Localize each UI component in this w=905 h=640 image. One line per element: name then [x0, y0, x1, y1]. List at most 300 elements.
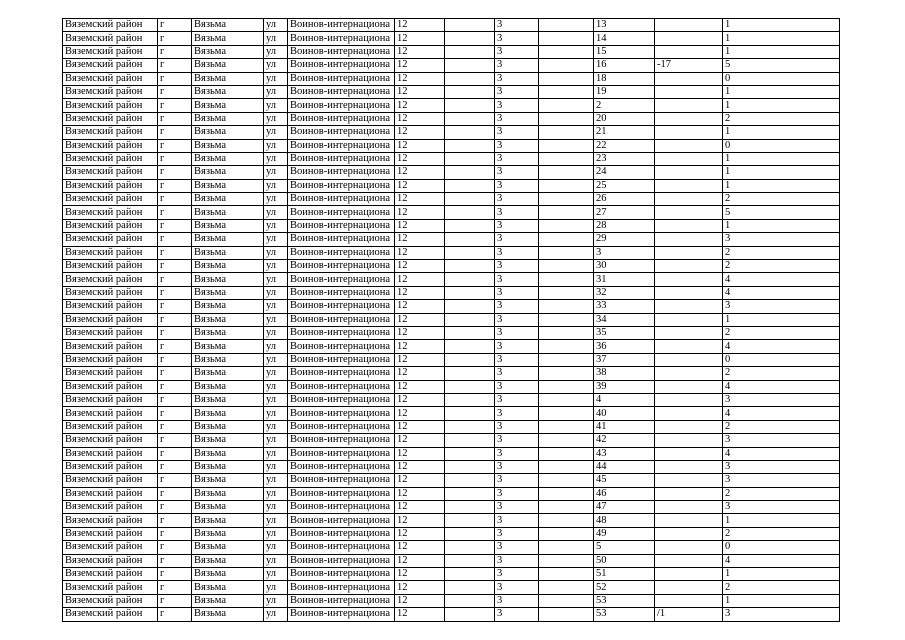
cell-col-7: 3 — [495, 326, 539, 339]
cell-col-8 — [539, 568, 594, 581]
table-row — [63, 313, 840, 326]
cell-apartment-suffix — [655, 326, 723, 339]
cell-col-8 — [539, 367, 594, 380]
cell-apartment: 19 — [594, 85, 655, 98]
cell-street-type: ул — [264, 554, 288, 567]
cell-building — [445, 273, 495, 286]
cell-house: 12 — [395, 340, 445, 353]
cell-apartment-suffix: /1 — [655, 608, 723, 621]
cell-street: Воинов-интернациона — [288, 112, 395, 125]
cell-col-7: 3 — [495, 340, 539, 353]
cell-count: 2 — [723, 487, 840, 500]
cell-street-type: ул — [264, 72, 288, 85]
cell-locality: Вязьма — [192, 487, 264, 500]
cell-apartment: 13 — [594, 19, 655, 32]
cell-district: Вяземский район — [63, 286, 158, 299]
cell-col-8 — [539, 420, 594, 433]
cell-house: 12 — [395, 326, 445, 339]
cell-locality: Вязьма — [192, 313, 264, 326]
cell-house: 12 — [395, 581, 445, 594]
cell-district: Вяземский район — [63, 581, 158, 594]
cell-count: 2 — [723, 260, 840, 273]
table-row — [63, 126, 840, 139]
table-row — [63, 166, 840, 179]
cell-district: Вяземский район — [63, 233, 158, 246]
cell-district: Вяземский район — [63, 407, 158, 420]
cell-locality-type: г — [158, 112, 192, 125]
cell-street: Воинов-интернациона — [288, 568, 395, 581]
cell-locality: Вязьма — [192, 99, 264, 112]
cell-apartment: 52 — [594, 581, 655, 594]
cell-street: Воинов-интернациона — [288, 19, 395, 32]
cell-locality: Вязьма — [192, 353, 264, 366]
cell-district: Вяземский район — [63, 112, 158, 125]
cell-locality-type: г — [158, 420, 192, 433]
cell-locality-type: г — [158, 554, 192, 567]
cell-locality: Вязьма — [192, 434, 264, 447]
cell-street-type: ул — [264, 514, 288, 527]
cell-locality: Вязьма — [192, 206, 264, 219]
cell-district: Вяземский район — [63, 179, 158, 192]
cell-street-type: ул — [264, 474, 288, 487]
table-row — [63, 179, 840, 192]
cell-count: 1 — [723, 152, 840, 165]
cell-street: Воинов-интернациона — [288, 32, 395, 45]
cell-district: Вяземский район — [63, 32, 158, 45]
cell-col-7: 3 — [495, 407, 539, 420]
cell-apartment: 49 — [594, 527, 655, 540]
cell-count: 4 — [723, 407, 840, 420]
cell-street-type: ул — [264, 273, 288, 286]
cell-apartment: 34 — [594, 313, 655, 326]
cell-col-8 — [539, 447, 594, 460]
cell-street: Воинов-интернациона — [288, 300, 395, 313]
table-row — [63, 434, 840, 447]
cell-district: Вяземский район — [63, 380, 158, 393]
cell-apartment: 35 — [594, 326, 655, 339]
cell-district: Вяземский район — [63, 193, 158, 206]
cell-street: Воинов-интернациона — [288, 152, 395, 165]
cell-district: Вяземский район — [63, 434, 158, 447]
cell-building — [445, 340, 495, 353]
cell-street-type: ул — [264, 313, 288, 326]
cell-apartment: 4 — [594, 393, 655, 406]
cell-building — [445, 541, 495, 554]
cell-count: 1 — [723, 19, 840, 32]
cell-district: Вяземский район — [63, 527, 158, 540]
cell-apartment-suffix — [655, 554, 723, 567]
cell-street: Воинов-интернациона — [288, 45, 395, 58]
cell-apartment-suffix — [655, 45, 723, 58]
cell-locality-type: г — [158, 166, 192, 179]
cell-locality: Вязьма — [192, 32, 264, 45]
cell-apartment-suffix — [655, 447, 723, 460]
cell-locality: Вязьма — [192, 393, 264, 406]
cell-street: Воинов-интернациона — [288, 126, 395, 139]
cell-count: 1 — [723, 313, 840, 326]
cell-building — [445, 32, 495, 45]
cell-col-8 — [539, 501, 594, 514]
cell-col-8 — [539, 286, 594, 299]
cell-apartment: 2 — [594, 99, 655, 112]
cell-house: 12 — [395, 32, 445, 45]
cell-building — [445, 152, 495, 165]
cell-col-7: 3 — [495, 112, 539, 125]
cell-building — [445, 206, 495, 219]
cell-street-type: ул — [264, 126, 288, 139]
cell-street-type: ул — [264, 233, 288, 246]
cell-locality: Вязьма — [192, 72, 264, 85]
cell-district: Вяземский район — [63, 541, 158, 554]
cell-house: 12 — [395, 554, 445, 567]
cell-street-type: ул — [264, 393, 288, 406]
cell-house: 12 — [395, 45, 445, 58]
cell-apartment: 18 — [594, 72, 655, 85]
cell-apartment: 36 — [594, 340, 655, 353]
table-row — [63, 353, 840, 366]
cell-apartment-suffix — [655, 407, 723, 420]
cell-col-8 — [539, 99, 594, 112]
cell-house: 12 — [395, 219, 445, 232]
cell-col-7: 3 — [495, 447, 539, 460]
cell-house: 12 — [395, 353, 445, 366]
cell-locality: Вязьма — [192, 273, 264, 286]
cell-col-7: 3 — [495, 434, 539, 447]
cell-street-type: ул — [264, 193, 288, 206]
cell-district: Вяземский район — [63, 487, 158, 500]
cell-locality: Вязьма — [192, 19, 264, 32]
cell-district: Вяземский район — [63, 246, 158, 259]
cell-apartment-suffix — [655, 380, 723, 393]
cell-apartment-suffix — [655, 139, 723, 152]
cell-building — [445, 59, 495, 72]
cell-building — [445, 554, 495, 567]
cell-building — [445, 420, 495, 433]
cell-count: 1 — [723, 514, 840, 527]
cell-count: 5 — [723, 59, 840, 72]
cell-building — [445, 487, 495, 500]
cell-house: 12 — [395, 501, 445, 514]
cell-count: 4 — [723, 340, 840, 353]
cell-house: 12 — [395, 72, 445, 85]
cell-apartment-suffix — [655, 219, 723, 232]
cell-apartment-suffix — [655, 19, 723, 32]
cell-apartment-suffix — [655, 460, 723, 473]
cell-house: 12 — [395, 407, 445, 420]
cell-col-8 — [539, 139, 594, 152]
cell-col-8 — [539, 300, 594, 313]
cell-street-type: ул — [264, 581, 288, 594]
cell-apartment-suffix — [655, 206, 723, 219]
table-row — [63, 273, 840, 286]
cell-street: Воинов-интернациона — [288, 527, 395, 540]
cell-locality: Вязьма — [192, 152, 264, 165]
cell-apartment: 26 — [594, 193, 655, 206]
cell-apartment-suffix — [655, 594, 723, 607]
cell-col-7: 3 — [495, 313, 539, 326]
cell-col-8 — [539, 527, 594, 540]
cell-street-type: ул — [264, 112, 288, 125]
cell-house: 12 — [395, 527, 445, 540]
cell-col-8 — [539, 594, 594, 607]
cell-district: Вяземский район — [63, 353, 158, 366]
cell-street-type: ул — [264, 380, 288, 393]
cell-col-7: 3 — [495, 32, 539, 45]
cell-locality-type: г — [158, 568, 192, 581]
cell-district: Вяземский район — [63, 273, 158, 286]
cell-locality: Вязьма — [192, 608, 264, 621]
table-row — [63, 420, 840, 433]
cell-district: Вяземский район — [63, 59, 158, 72]
cell-district: Вяземский район — [63, 554, 158, 567]
cell-street-type: ул — [264, 206, 288, 219]
cell-street-type: ул — [264, 85, 288, 98]
cell-apartment-suffix — [655, 300, 723, 313]
cell-locality-type: г — [158, 608, 192, 621]
cell-street-type: ул — [264, 260, 288, 273]
cell-house: 12 — [395, 85, 445, 98]
cell-house: 12 — [395, 179, 445, 192]
cell-building — [445, 85, 495, 98]
cell-house: 12 — [395, 608, 445, 621]
cell-apartment: 22 — [594, 139, 655, 152]
table-row — [63, 554, 840, 567]
cell-building — [445, 353, 495, 366]
cell-locality: Вязьма — [192, 139, 264, 152]
cell-building — [445, 474, 495, 487]
cell-col-8 — [539, 434, 594, 447]
cell-locality: Вязьма — [192, 45, 264, 58]
cell-apartment: 5 — [594, 541, 655, 554]
table-row — [63, 501, 840, 514]
cell-count: 3 — [723, 434, 840, 447]
cell-street: Воинов-интернациона — [288, 367, 395, 380]
cell-col-8 — [539, 554, 594, 567]
table-row — [63, 206, 840, 219]
cell-street: Воинов-интернациона — [288, 273, 395, 286]
cell-apartment: 30 — [594, 260, 655, 273]
cell-building — [445, 434, 495, 447]
cell-col-7: 3 — [495, 126, 539, 139]
cell-apartment: 39 — [594, 380, 655, 393]
cell-apartment-suffix — [655, 367, 723, 380]
cell-street-type: ул — [264, 501, 288, 514]
cell-locality-type: г — [158, 367, 192, 380]
cell-street: Воинов-интернациона — [288, 72, 395, 85]
cell-locality-type: г — [158, 99, 192, 112]
cell-building — [445, 126, 495, 139]
cell-count: 4 — [723, 380, 840, 393]
cell-locality: Вязьма — [192, 179, 264, 192]
cell-locality-type: г — [158, 527, 192, 540]
cell-house: 12 — [395, 19, 445, 32]
cell-locality-type: г — [158, 19, 192, 32]
cell-street-type: ул — [264, 407, 288, 420]
cell-locality-type: г — [158, 514, 192, 527]
cell-district: Вяземский район — [63, 313, 158, 326]
cell-col-7: 3 — [495, 367, 539, 380]
cell-street: Воинов-интернациона — [288, 447, 395, 460]
cell-building — [445, 219, 495, 232]
cell-district: Вяземский район — [63, 420, 158, 433]
cell-col-7: 3 — [495, 581, 539, 594]
cell-apartment-suffix — [655, 32, 723, 45]
cell-col-7: 3 — [495, 393, 539, 406]
cell-street: Воинов-интернациона — [288, 179, 395, 192]
address-table-body — [63, 19, 840, 622]
cell-apartment-suffix — [655, 353, 723, 366]
cell-col-8 — [539, 206, 594, 219]
cell-apartment-suffix: -17 — [655, 59, 723, 72]
cell-col-7: 3 — [495, 353, 539, 366]
cell-col-8 — [539, 85, 594, 98]
cell-apartment: 48 — [594, 514, 655, 527]
cell-col-8 — [539, 193, 594, 206]
cell-district: Вяземский район — [63, 460, 158, 473]
cell-house: 12 — [395, 99, 445, 112]
cell-building — [445, 367, 495, 380]
cell-apartment-suffix — [655, 72, 723, 85]
table-row — [63, 300, 840, 313]
cell-apartment-suffix — [655, 393, 723, 406]
cell-house: 12 — [395, 393, 445, 406]
cell-building — [445, 380, 495, 393]
cell-count: 1 — [723, 219, 840, 232]
cell-apartment: 42 — [594, 434, 655, 447]
cell-locality-type: г — [158, 434, 192, 447]
cell-locality: Вязьма — [192, 246, 264, 259]
cell-building — [445, 407, 495, 420]
cell-house: 12 — [395, 367, 445, 380]
cell-street-type: ул — [264, 434, 288, 447]
cell-district: Вяземский район — [63, 300, 158, 313]
cell-col-8 — [539, 581, 594, 594]
table-row — [63, 219, 840, 232]
cell-col-7: 3 — [495, 193, 539, 206]
cell-street-type: ул — [264, 420, 288, 433]
cell-building — [445, 326, 495, 339]
cell-col-8 — [539, 219, 594, 232]
cell-count: 0 — [723, 72, 840, 85]
cell-street: Воинов-интернациона — [288, 407, 395, 420]
cell-district: Вяземский район — [63, 326, 158, 339]
table-row — [63, 326, 840, 339]
cell-col-8 — [539, 514, 594, 527]
table-row — [63, 286, 840, 299]
cell-count: 0 — [723, 139, 840, 152]
cell-street: Воинов-интернациона — [288, 380, 395, 393]
cell-apartment: 47 — [594, 501, 655, 514]
cell-locality: Вязьма — [192, 126, 264, 139]
cell-building — [445, 527, 495, 540]
cell-building — [445, 286, 495, 299]
cell-locality-type: г — [158, 85, 192, 98]
cell-count: 1 — [723, 99, 840, 112]
cell-count: 2 — [723, 246, 840, 259]
cell-street: Воинов-интернациона — [288, 581, 395, 594]
cell-street-type: ул — [264, 179, 288, 192]
cell-street: Воинов-интернациона — [288, 353, 395, 366]
cell-street: Воинов-интернациона — [288, 420, 395, 433]
cell-locality: Вязьма — [192, 286, 264, 299]
cell-apartment: 37 — [594, 353, 655, 366]
cell-locality: Вязьма — [192, 380, 264, 393]
cell-apartment-suffix — [655, 166, 723, 179]
cell-col-8 — [539, 487, 594, 500]
table-row — [63, 45, 840, 58]
cell-col-7: 3 — [495, 541, 539, 554]
cell-house: 12 — [395, 487, 445, 500]
cell-district: Вяземский район — [63, 340, 158, 353]
cell-apartment: 16 — [594, 59, 655, 72]
cell-street-type: ул — [264, 447, 288, 460]
cell-building — [445, 260, 495, 273]
cell-count: 4 — [723, 554, 840, 567]
cell-district: Вяземский район — [63, 126, 158, 139]
cell-apartment: 53 — [594, 594, 655, 607]
cell-count: 4 — [723, 286, 840, 299]
table-row — [63, 380, 840, 393]
table-row — [63, 152, 840, 165]
cell-count: 1 — [723, 45, 840, 58]
cell-building — [445, 72, 495, 85]
cell-street-type: ул — [264, 460, 288, 473]
cell-street: Воинов-интернациона — [288, 85, 395, 98]
cell-locality-type: г — [158, 393, 192, 406]
table-row — [63, 527, 840, 540]
cell-district: Вяземский район — [63, 260, 158, 273]
cell-locality: Вязьма — [192, 460, 264, 473]
cell-apartment-suffix — [655, 514, 723, 527]
cell-street: Воинов-интернациона — [288, 99, 395, 112]
cell-locality-type: г — [158, 581, 192, 594]
cell-col-7: 3 — [495, 179, 539, 192]
cell-locality: Вязьма — [192, 581, 264, 594]
cell-count: 3 — [723, 393, 840, 406]
cell-street-type: ул — [264, 99, 288, 112]
cell-street: Воинов-интернациона — [288, 554, 395, 567]
cell-apartment: 51 — [594, 568, 655, 581]
cell-building — [445, 166, 495, 179]
cell-house: 12 — [395, 166, 445, 179]
cell-col-8 — [539, 407, 594, 420]
cell-street-type: ул — [264, 166, 288, 179]
cell-apartment-suffix — [655, 246, 723, 259]
cell-building — [445, 568, 495, 581]
cell-locality: Вязьма — [192, 554, 264, 567]
cell-col-8 — [539, 393, 594, 406]
cell-count: 1 — [723, 32, 840, 45]
table-row — [63, 367, 840, 380]
cell-building — [445, 99, 495, 112]
cell-street: Воинов-интернациона — [288, 219, 395, 232]
cell-street-type: ул — [264, 487, 288, 500]
cell-col-7: 3 — [495, 72, 539, 85]
table-row — [63, 246, 840, 259]
cell-count: 2 — [723, 112, 840, 125]
cell-house: 12 — [395, 594, 445, 607]
cell-locality-type: г — [158, 246, 192, 259]
cell-apartment: 45 — [594, 474, 655, 487]
cell-apartment: 43 — [594, 447, 655, 460]
cell-locality-type: г — [158, 45, 192, 58]
cell-locality-type: г — [158, 460, 192, 473]
cell-col-7: 3 — [495, 45, 539, 58]
cell-apartment-suffix — [655, 434, 723, 447]
cell-district: Вяземский район — [63, 206, 158, 219]
cell-count: 1 — [723, 85, 840, 98]
cell-street: Воинов-интернациона — [288, 246, 395, 259]
